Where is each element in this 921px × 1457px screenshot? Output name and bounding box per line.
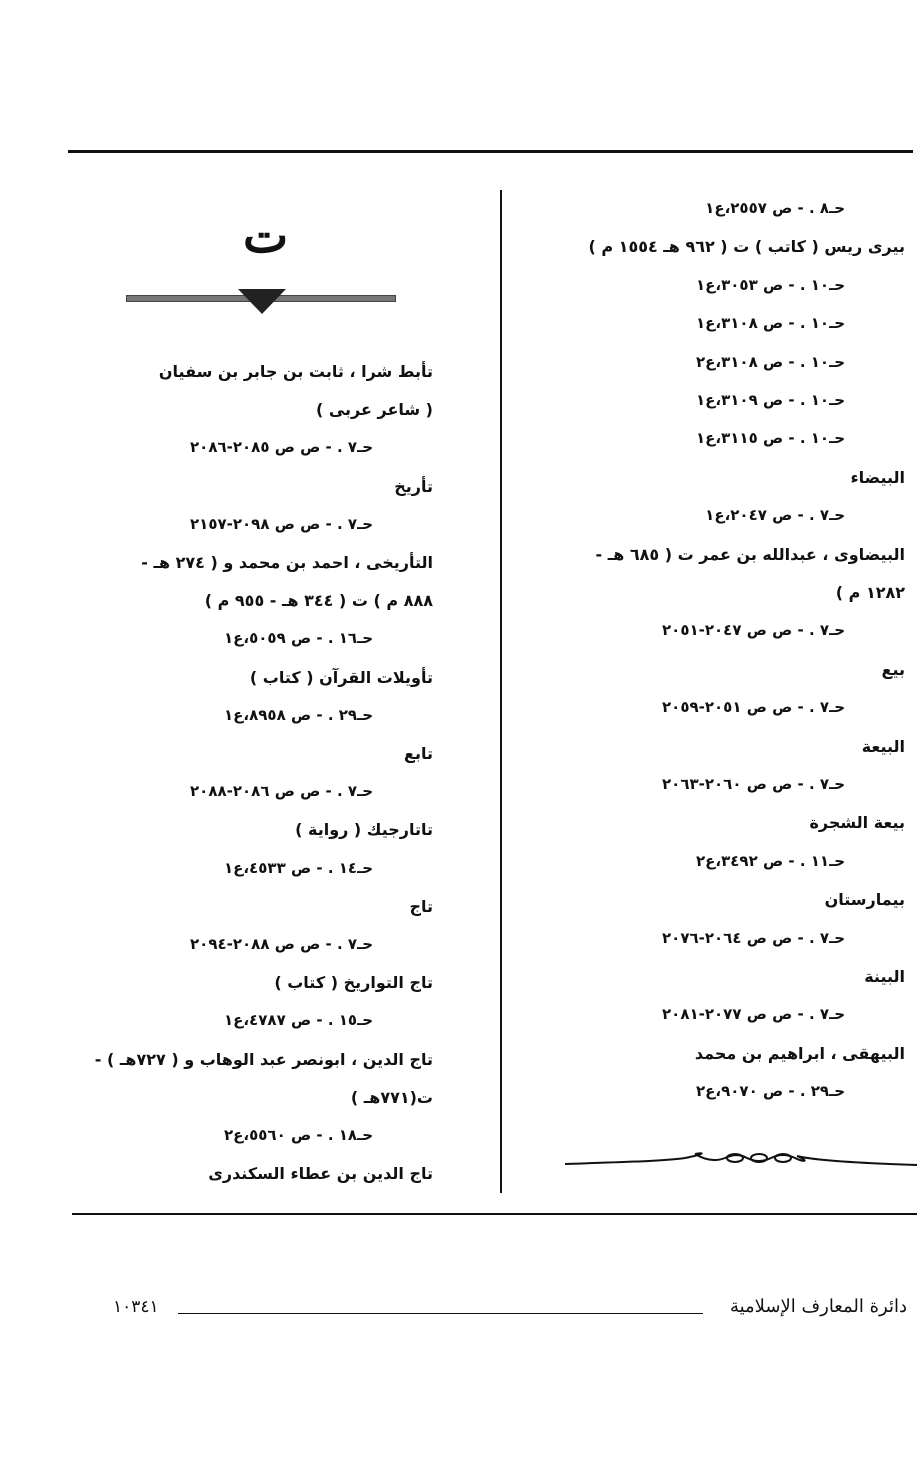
index-entry-heading: بيع xyxy=(881,659,905,679)
index-entry-heading: البيضاوى ، عبدالله بن عمر ت ( ٦٨٥ هـ - xyxy=(595,544,905,564)
footer-rule xyxy=(178,1313,703,1314)
index-entry-heading: التأريخى ، احمد بن محمد و ( ٢٧٤ هـ - xyxy=(141,553,433,572)
index-entry-heading: ت(٧٧١هـ ) xyxy=(350,1087,433,1107)
index-entry-heading: تاج xyxy=(409,896,433,916)
index-entry-reference: حـ١٥ . - ص ٤٧٨٧،ع١ xyxy=(224,1011,373,1030)
index-entry-heading: بيرى ريس ( كاتب ) ت ( ٩٦٢ هـ ١٥٥٤ م ) xyxy=(588,237,905,257)
section-letter: ت xyxy=(243,208,289,264)
index-entry-reference: حـ٧ . - ص ص ٢٠٦٠-٢٠٦٣ xyxy=(662,775,845,793)
index-entry-reference: حـ٨ . - ص ٢٥٥٧،ع١ xyxy=(705,199,845,217)
index-entry-reference: حـ١٠ . - ص ٣١٠٩،ع١ xyxy=(696,391,845,409)
index-entry-reference: حـ١٦ . - ص ٥٠٥٩،ع١ xyxy=(224,629,373,648)
index-entry-heading: ( شاعر عربى ) xyxy=(315,400,433,420)
left-column xyxy=(78,0,433,1200)
index-entry-heading: تأويلات القرآن ( كتاب ) xyxy=(249,667,433,687)
end-flourish xyxy=(565,1148,917,1170)
index-entry-heading: تاج الدين ، ابونصر عبد الوهاب و ( ٧٢٧هـ ) - xyxy=(94,1049,433,1069)
index-entry-heading: ١٢٨٢ م ) xyxy=(835,583,905,602)
index-entry-reference: حـ٧ . - ص ص ٢٠٨٥-٢٠٨٦ xyxy=(190,438,373,457)
index-entry-heading: البيهقى ، ابراهيم بن محمد xyxy=(694,1043,905,1063)
index-entry-heading: البيعة xyxy=(861,736,905,756)
index-entry-heading: تاج التواريخ ( كتاب ) xyxy=(274,973,433,993)
index-entry-heading: البينة xyxy=(864,967,905,986)
index-entry-reference: حـ٧ . - ص ص ٢٠٤٧-٢٠٥١ xyxy=(662,621,845,640)
index-entry-heading: ٨٨٨ م ) ت ( ٣٤٤ هـ - ٩٥٥ م ) xyxy=(204,591,433,611)
index-entry-reference: حـ١٠ . - ص ٣٠٥٣،ع١ xyxy=(696,275,845,294)
index-entry-reference: حـ٧ . - ص ص ٢٠٦٤-٢٠٧٦ xyxy=(662,928,845,947)
index-entry-reference: حـ١٤ . - ص ٤٥٣٣،ع١ xyxy=(224,858,373,877)
index-entry-reference: حـ٧ . - ص ص ٢٠٧٧-٢٠٨١ xyxy=(662,1005,845,1024)
column-divider xyxy=(500,190,502,1193)
index-entry-reference: حـ٧ . - ص ص ٢٠٥١-٢٠٥٩ xyxy=(662,698,845,717)
index-entry-heading: البيضاء xyxy=(850,467,905,487)
index-entry-reference: حـ٢٩ . - ص ٨٩٥٨،ع١ xyxy=(224,705,373,724)
index-entry-reference: حـ١٨ . - ص ٥٥٦٠،ع٢ xyxy=(224,1126,373,1144)
index-entry-heading: بيمارستان xyxy=(824,890,905,910)
index-entry-reference: حـ٢٩ . - ص ٩٠٧٠،ع٢ xyxy=(696,1082,845,1101)
index-entry-reference: حـ١٠ . - ص ٣١٠٨،ع٢ xyxy=(696,352,845,371)
index-entry-reference: حـ١٠ . - ص ٣١١٥،ع١ xyxy=(696,429,845,448)
index-entry-reference: حـ٧ . - ص ص ٢٠٩٨-٢١٥٧ xyxy=(190,514,373,533)
index-entry-heading: تأبط شرا ، ثابت بن جابر بن سفيان xyxy=(158,362,433,381)
index-entry-reference: حـ٧ . - ص ٢٠٤٧،ع١ xyxy=(705,506,845,525)
index-entry-reference: حـ١٠ . - ص ٣١٠٨،ع١ xyxy=(696,314,845,333)
index-entry-heading: تاتارجيك ( رواية ) xyxy=(295,820,433,840)
index-entry-heading: بيعة الشجرة xyxy=(809,813,905,833)
index-entry-heading: تأريخ xyxy=(394,476,433,496)
index-entry-reference: حـ١١ . - ص ٣٤٩٢،ع٢ xyxy=(696,851,845,870)
right-column xyxy=(520,0,905,1200)
index-entry-reference: حـ٧ . - ص ص ٢٠٨٨-٢٠٩٤ xyxy=(190,935,373,953)
footer-page-number: ١٠٣٤١ xyxy=(113,1297,159,1317)
index-entry-heading: تابع xyxy=(404,744,433,763)
index-entry-reference: حـ٧ . - ص ص ٢٠٨٦-٢٠٨٨ xyxy=(190,782,373,801)
bottom-rule xyxy=(72,1213,917,1215)
footer-title: دائرة المعارف الإسلامية xyxy=(729,1296,907,1317)
index-entry-heading: تاج الدين بن عطاء السكندرى xyxy=(208,1164,433,1184)
